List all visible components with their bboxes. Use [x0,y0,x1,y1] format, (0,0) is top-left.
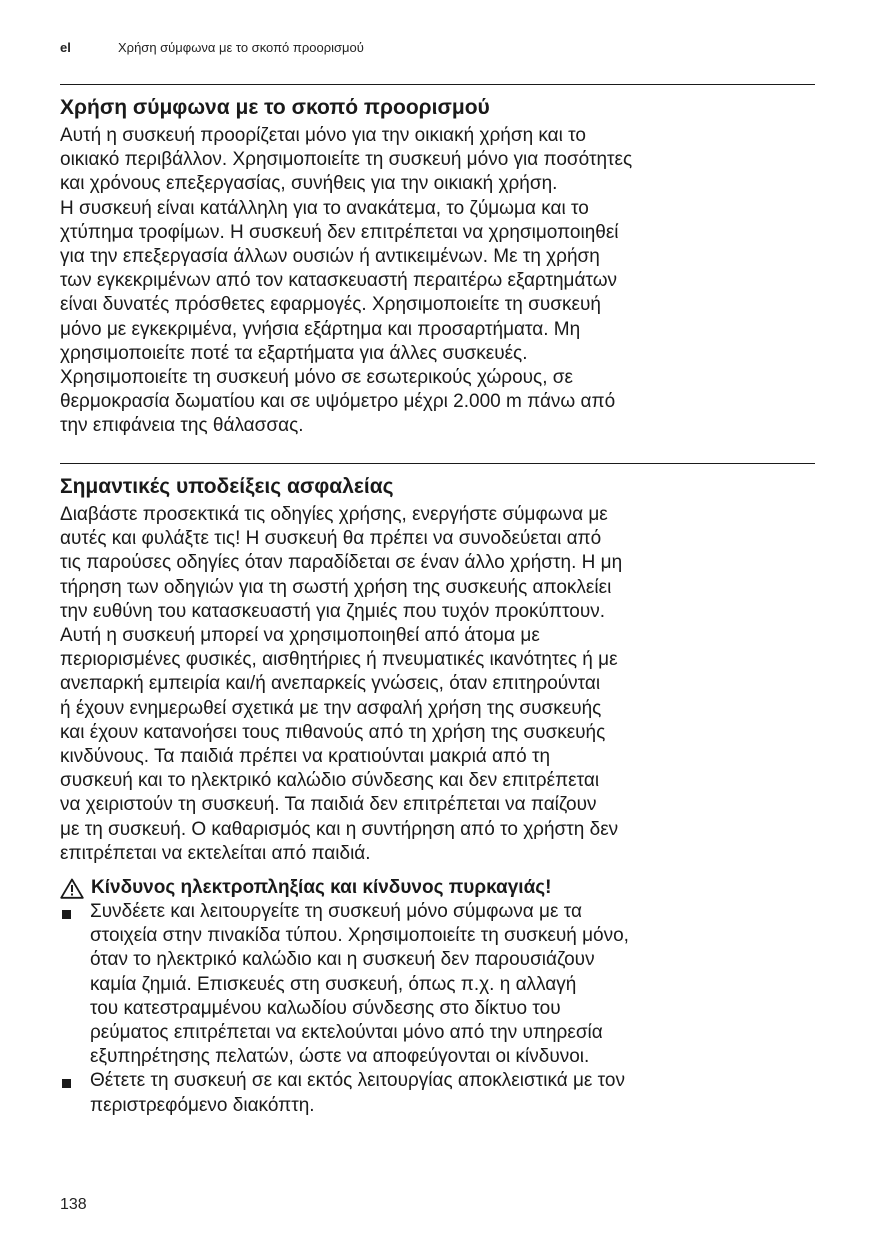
text-line: οικιακό περιβάλλον. Χρησιμοποιείτε τη συσκευή μόνο για ποσότητες [60,149,633,171]
text-line: ανεπαρκή εμπειρία και/ή ανεπαρκείς γνώσεις, όταν επιτηρούνται [60,673,601,695]
text-line: ή έχουν ενημερωθεί σχετικά με την ασφαλή χρήση της συσκευής [60,697,602,719]
section-body [60,124,815,439]
list-item [60,1069,815,1117]
text-line: όταν το ηλεκτρικό καλώδιο και η συσκευή δεν παρουσιάζουν [90,949,595,971]
text-line: εξυπηρέτησης πελατών, ώστε να αποφεύγονται οι κίνδυνοι. [90,1046,590,1068]
text-line: μόνο με εγκεκριμένα, γνήσια εξάρτημα και προσαρτήματα. Μη [60,318,581,340]
text-line: Αυτή η συσκευή προορίζεται μόνο για την οικιακή χρήση και το [60,125,586,146]
text-line: Συνδέετε και λειτουργείτε τη συσκευή μόνο σύμφωνα με τα [90,901,582,923]
safety-bullet-list [60,900,815,1118]
section-body [60,503,815,866]
bullet-square-icon [62,910,71,919]
text-line: θερμοκρασία δωματίου και σε υψόμετρο μέχρι 2.000 m πάνω από [60,391,616,413]
text-line: είναι δυνατές πρόσθετες εφαρμογές. Χρησιμοποιείτε τη συσκευή [60,294,601,316]
page-header [60,40,364,55]
header-title: Χρήση σύμφωνα με το σκοπό προορισμού [118,40,364,55]
section-heading: Σημαντικές υποδείξεις ασφαλείας [60,475,394,498]
text-line: Η συσκευή είναι κατάλληλη για το ανακάτεμα, το ζύμωμα και το [60,197,589,219]
list-item [60,900,815,1069]
text-line: συσκευή και το ηλεκτρικό καλώδιο σύνδεσης και δεν επιτρέπεται [60,770,600,792]
text-line: την ευθύνη του κατασκευαστή για ζημιές που τυχόν προκύπτουν. [60,600,606,622]
section-heading: Χρήση σύμφωνα με το σκοπό προορισμού [60,96,490,119]
text-line: Διαβάστε προσεκτικά τις οδηγίες χρήσης, ενεργήστε σύμφωνα με [60,504,608,525]
text-line: με τη συσκευή. Ο καθαρισμός και η συντήρηση από το χρήστη δεν [60,818,619,840]
warning-text: Κίνδυνος ηλεκτροπληξίας και κίνδυνος πυρκαγιάς! [91,877,552,899]
text-line: κινδύνους. Τα παιδιά πρέπει να κρατιούνται μακριά από τη [60,746,551,768]
text-line: για την επεξεργασία άλλων ουσιών ή αντικειμένων. Με τη χρήση [60,246,600,268]
text-line: και έχουν κατανοήσει τους πιθανούς από τη χρήση της συσκευής [60,721,606,743]
text-line: Χρησιμοποιείτε τη συσκευή μόνο σε εσωτερικούς χώρους, σε [60,367,573,389]
text-line: των εγκεκριμένων από τον κατασκευαστή περαιτέρω εξαρτημάτων [60,270,618,292]
text-line: ρεύματος επιτρέπεται να εκτελούνται μόνο από την υπηρεσία [90,1022,603,1044]
bullet-square-icon [62,1079,71,1088]
text-line: περιστρεφόμενο διακόπτη. [90,1094,315,1116]
text-line: στοιχεία στην πινακίδα τύπου. Χρησιμοποιείτε τη συσκευή μόνο, [90,925,629,947]
text-line: του κατεστραμμένου καλωδίου σύνδεσης στο δίκτυο του [90,997,561,1019]
text-line: καμία ζημιά. Επισκευές στη συσκευή, όπως π.χ. η αλλαγή [90,973,577,995]
section-safety-notes [60,463,815,1118]
warning-heading [60,876,815,900]
text-line: επιτρέπεται να εκτελείται από παιδιά. [60,842,371,864]
warning-triangle-icon [60,878,84,899]
text-line: και χρόνους επεξεργασίας, συνήθεις για την οικιακή χρήση. [60,173,558,195]
text-line: την επιφάνεια της θάλασσας. [60,415,304,437]
text-line: χτύπημα τροφίμων. Η συσκευή δεν επιτρέπεται να χρησιμοποιηθεί [60,221,619,243]
text-line: χρησιμοποιείτε ποτέ τα εξαρτήματα για άλλες συσκευές. [60,342,528,364]
language-code: el [60,40,71,55]
page-number: 138 [60,1196,87,1213]
text-line: Θέτετε τη συσκευή σε και εκτός λειτουργίας αποκλειστικά με τον [90,1070,625,1092]
section-intended-use [60,84,815,439]
text-line: τις παρούσες οδηγίες όταν παραδίδεται σε έναν άλλο χρήστη. Η μη [60,552,623,574]
text-line: Αυτή η συσκευή μπορεί να χρησιμοποιηθεί από άτομα με [60,625,540,647]
text-line: να χειριστούν τη συσκευή. Τα παιδιά δεν επιτρέπεται να παίζουν [60,794,597,816]
text-line: περιορισμένες φυσικές, αισθητήριες ή πνευματικές ικανότητες ή με [60,649,618,671]
text-line: τήρηση των οδηγιών για τη σωστή χρήση της συσκευής αποκλείει [60,576,612,598]
text-line: αυτές και φυλάξτε τις! Η συσκευή θα πρέπει να συνοδεύεται από [60,528,602,550]
